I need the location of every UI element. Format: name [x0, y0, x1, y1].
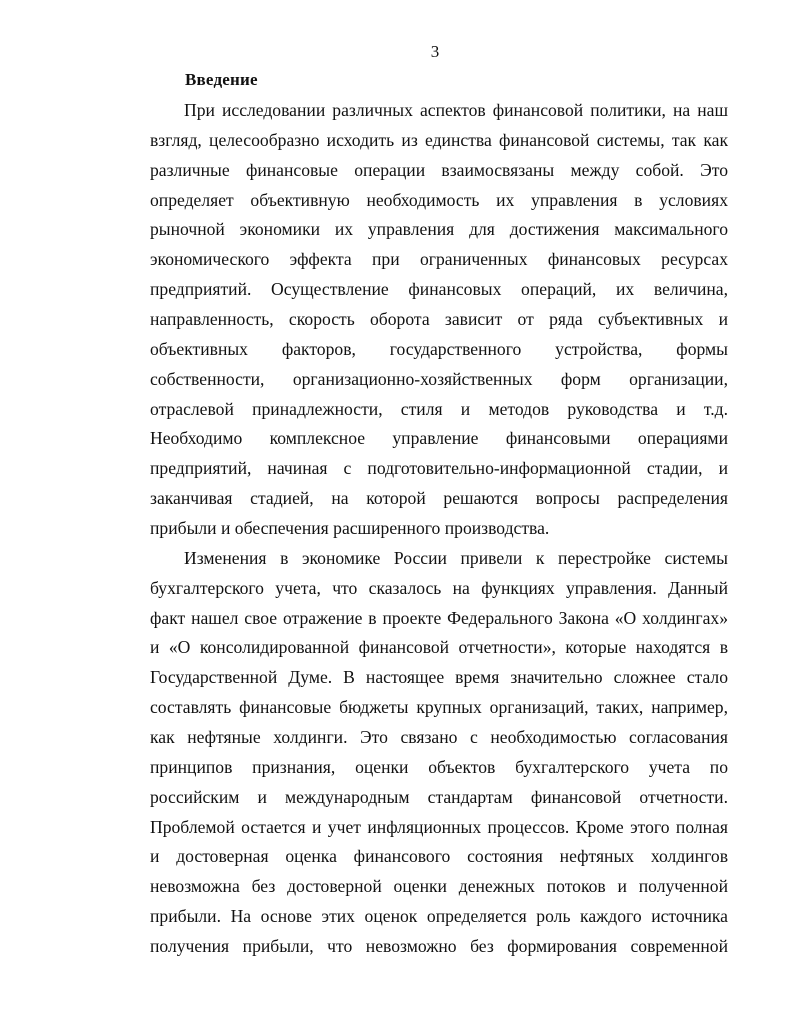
text-line: направленность, скорость оборота зависит от ряда субъективных и [150, 309, 728, 330]
text-line: отраслевой принадлежности, стиля и методов руководства и т.д. [150, 398, 728, 419]
section-heading: Введение [185, 70, 258, 89]
text-line: факт нашел свое отражение в проекте Федерального Закона «О холдингах» [150, 607, 728, 628]
text-line: принципов признания, оценки объектов бухгалтерского учета по [150, 756, 728, 777]
text-line: экономического эффекта при ограниченных финансовых ресурсах [150, 249, 728, 270]
text-line: объективных факторов, государственного устройства, формы [150, 338, 728, 359]
text-line: прибыли и обеспечения расширенного производства. [150, 518, 550, 539]
page-number: 3 [430, 42, 440, 61]
body-text [150, 99, 728, 965]
text-line: Государственной Думе. В настоящее время значительно сложнее стало [150, 667, 728, 688]
text-line: собственности, организационно-хозяйственных форм организации, [150, 368, 728, 389]
text-line: и «О консолидированной финансовой отчетности», которые находятся в [150, 637, 728, 658]
text-line: заканчивая стадией, на которой решаются вопросы распределения [150, 488, 728, 509]
text-line: Изменения в экономике России привели к перестройке системы [184, 547, 728, 568]
text-line: и достоверная оценка финансового состояния нефтяных холдингов [150, 846, 728, 867]
text-line: рыночной экономики их управления для достижения максимального [150, 219, 728, 240]
text-line: При исследовании различных аспектов финансовой политики, на наш [184, 100, 728, 120]
paragraph-2 [150, 547, 728, 965]
text-line: Проблемой остается и учет инфляционных процессов. Кроме этого полная [150, 816, 728, 837]
text-line: предприятий, начиная с подготовительно-информационной стадии, и [150, 458, 728, 479]
text-line: взгляд, целесообразно исходить из единства финансовой системы, так как [150, 129, 728, 150]
text-line: предприятий. Осуществление финансовых операций, их величина, [150, 279, 728, 300]
text-line: бухгалтерского учета, что сказалось на функциях управления. Данный [150, 577, 728, 598]
text-line: прибыли. На основе этих оценок определяется роль каждого источника [150, 906, 728, 927]
text-line: как нефтяные холдинги. Это связано с необходимостью согласования [150, 727, 728, 748]
text-line: российским и международным стандартам финансовой отчетности. [150, 786, 728, 807]
text-line: получения прибыли, что невозможно без формирования современной [150, 936, 728, 957]
text-line: составлять финансовые бюджеты крупных организаций, таких, например, [150, 697, 728, 718]
text-line: различные финансовые операции взаимосвязаны между собой. Это [150, 159, 728, 180]
text-line: определяет объективную необходимость их управления в условиях [150, 189, 728, 210]
text-line: Необходимо комплексное управление финансовыми операциями [150, 428, 728, 449]
text-line: невозможна без достоверной оценки денежных потоков и полученной [150, 876, 728, 897]
paragraph-1 [150, 99, 728, 547]
